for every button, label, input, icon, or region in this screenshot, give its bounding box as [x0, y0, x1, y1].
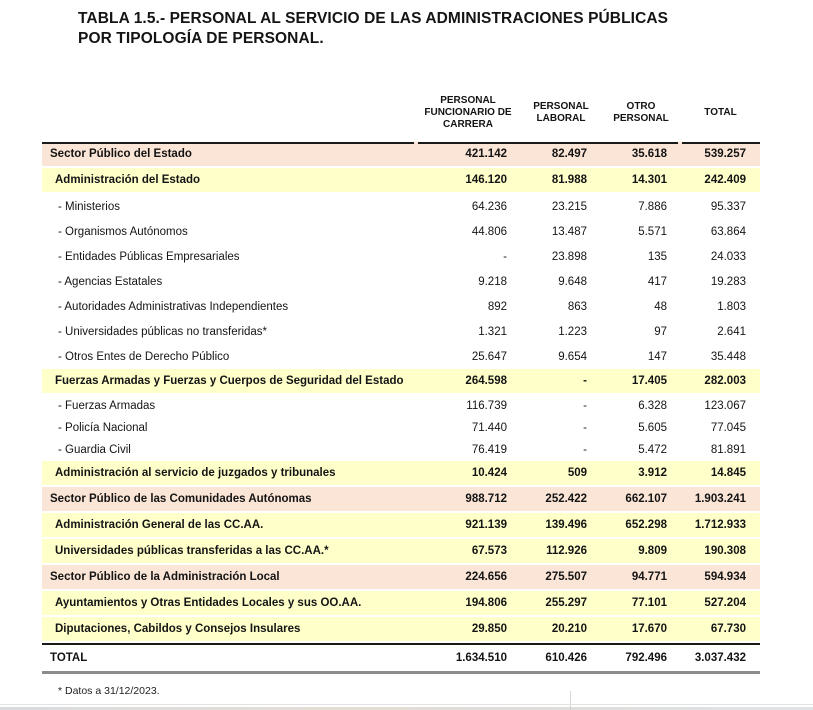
row-value: 652.298 [601, 513, 681, 539]
row-value: 7.886 [638, 200, 667, 213]
table-row [42, 461, 760, 487]
row-value: - [521, 369, 601, 395]
table-row [42, 513, 760, 539]
row-value: 135 [647, 250, 667, 263]
row-value: 242.409 [681, 168, 760, 194]
row-label: - Fuerzas Armadas [58, 400, 156, 412]
table-row [42, 439, 760, 461]
row-value: 48 [654, 300, 667, 313]
row-value: 81.891 [710, 444, 746, 456]
row-value: 147 [647, 350, 667, 363]
row-value: 5.472 [638, 444, 667, 456]
row-value: 5.571 [638, 225, 667, 238]
table-row [42, 539, 760, 565]
row-value: 35.448 [710, 350, 746, 363]
row-value: 20.210 [521, 617, 601, 643]
row-value: 77.101 [601, 591, 681, 617]
table-row [42, 319, 760, 344]
partial-content-edge-line [0, 704, 813, 705]
row-value: 792.496 [601, 643, 681, 674]
row-value: 17.670 [601, 617, 681, 643]
row-label: TOTAL [42, 643, 415, 674]
row-value: 1.903.241 [681, 487, 760, 513]
row-value: 139.496 [521, 513, 601, 539]
row-value: 19.283 [710, 275, 746, 288]
table-body [42, 142, 760, 674]
row-value: 3.037.432 [681, 643, 760, 674]
row-value: - [583, 444, 587, 456]
row-value: 863 [567, 300, 587, 313]
row-label: - Policía Nacional [58, 422, 148, 434]
row-label: Diputaciones, Cabildos y Consejos Insulares [42, 617, 415, 643]
header-rule-segment [682, 142, 760, 144]
column-header-laboral: PERSONAL LABORAL [533, 101, 589, 124]
row-value: 988.712 [415, 487, 521, 513]
row-value: 921.139 [415, 513, 521, 539]
personnel-table [42, 90, 760, 674]
row-value: 24.033 [710, 250, 746, 263]
table-row [42, 417, 760, 439]
table-row [42, 168, 760, 194]
row-value: 6.328 [638, 400, 667, 412]
row-value: 417 [647, 275, 667, 288]
row-value: 5.605 [638, 422, 667, 434]
table-row [42, 617, 760, 643]
row-label: Ayuntamientos y Otras Entidades Locales y sus OO.AA. [42, 591, 415, 617]
table-row [42, 142, 760, 168]
row-label: Administración General de las CC.AA. [42, 513, 415, 539]
row-label: - Universidades públicas no transferidas* [58, 325, 268, 338]
row-label: - Ministerios [58, 200, 120, 213]
row-value: 662.107 [601, 487, 681, 513]
row-value: 1.634.510 [415, 643, 521, 674]
table-row [42, 487, 760, 513]
row-label: Sector Público de la Administración Local [42, 565, 415, 591]
row-value: 527.204 [681, 591, 760, 617]
row-value: 81.988 [521, 168, 601, 194]
row-value: 112.926 [521, 539, 601, 565]
row-label: - Organismos Autónomos [58, 225, 188, 238]
row-value: 2.641 [717, 325, 746, 338]
row-label: - Agencias Estatales [58, 275, 163, 288]
row-value: 29.850 [415, 617, 521, 643]
row-value: 14.845 [681, 461, 760, 487]
row-value: 23.898 [551, 250, 587, 263]
row-value: 82.497 [521, 142, 601, 168]
row-value: 252.422 [521, 487, 601, 513]
row-value: 64.236 [471, 200, 507, 213]
row-value: - [583, 400, 587, 412]
table-row [42, 643, 760, 674]
row-value: 63.864 [710, 225, 746, 238]
row-value: 190.308 [681, 539, 760, 565]
table-row [42, 395, 760, 417]
row-label: - Entidades Públicas Empresariales [58, 250, 240, 263]
row-value: 509 [521, 461, 601, 487]
row-value: 194.806 [415, 591, 521, 617]
row-label: - Autoridades Administrativas Independientes [58, 300, 289, 313]
column-header-funcionario: PERSONAL FUNCIONARIO DE CARRERA [424, 95, 512, 130]
table-row [42, 294, 760, 319]
row-value: - [583, 422, 587, 434]
row-value: 3.912 [601, 461, 681, 487]
row-value: 610.426 [521, 643, 601, 674]
header-row [42, 90, 760, 142]
row-value: 539.257 [681, 142, 760, 168]
header-rule-segment [418, 142, 678, 144]
row-value: 1.712.933 [681, 513, 760, 539]
row-label: Administración al servicio de juzgados y tribunales [42, 461, 415, 487]
row-value: 123.067 [704, 400, 746, 412]
row-value: 255.297 [521, 591, 601, 617]
row-value: 71.440 [471, 422, 507, 434]
row-value: 275.507 [521, 565, 601, 591]
header-label-spacer [42, 90, 415, 142]
table-title [78, 9, 668, 48]
row-value: 9.218 [478, 275, 507, 288]
row-value: 9.648 [558, 275, 587, 288]
table-row [42, 194, 760, 219]
table-row [42, 591, 760, 617]
header-rule-segment [42, 142, 414, 144]
table-row [42, 344, 760, 369]
row-value: 9.654 [558, 350, 587, 363]
row-value: 25.647 [471, 350, 507, 363]
row-value: 1.321 [478, 325, 507, 338]
table-row [42, 219, 760, 244]
row-value: 97 [654, 325, 667, 338]
table-title-line-2: POR TIPOLOGÍA DE PERSONAL. [78, 29, 324, 47]
row-value: 264.598 [415, 369, 521, 395]
table-row [42, 565, 760, 591]
row-label: Sector Público del Estado [42, 142, 415, 168]
row-label: Administración del Estado [42, 168, 415, 194]
row-value: 146.120 [415, 168, 521, 194]
column-header-total: TOTAL [704, 107, 737, 118]
table-row [42, 269, 760, 294]
row-label: - Guardia Civil [58, 444, 131, 456]
row-value: 44.806 [471, 225, 507, 238]
table-row [42, 369, 760, 395]
row-value: 594.934 [681, 565, 760, 591]
row-label: Universidades públicas transferidas a las CC.AA.* [42, 539, 415, 565]
table-row [42, 244, 760, 269]
row-value: 95.337 [710, 200, 746, 213]
row-value: 35.618 [601, 142, 681, 168]
table-title-line-1: TABLA 1.5.- PERSONAL AL SERVICIO DE LAS ADMINISTRACIONES PÚBLICAS [78, 10, 669, 27]
row-value: 67.573 [415, 539, 521, 565]
row-value: 1.223 [558, 325, 587, 338]
row-value: - [503, 250, 507, 263]
row-label: - Otros Entes de Derecho Público [58, 350, 230, 363]
row-value: 116.739 [466, 400, 507, 412]
row-value: 10.424 [415, 461, 521, 487]
row-value: 77.045 [710, 422, 746, 434]
row-value: 892 [487, 300, 507, 313]
row-value: 23.215 [551, 200, 587, 213]
row-value: 94.771 [601, 565, 681, 591]
row-value: 9.809 [601, 539, 681, 565]
row-value: 282.003 [681, 369, 760, 395]
row-value: 67.730 [681, 617, 760, 643]
row-value: 13.487 [551, 225, 587, 238]
column-header-otro: OTRO PERSONAL [613, 101, 669, 124]
row-label: Fuerzas Armadas y Fuerzas y Cuerpos de Seguridad del Estado [42, 369, 415, 395]
row-value: 17.405 [601, 369, 681, 395]
row-label: Sector Público de las Comunidades Autónomas [42, 487, 415, 513]
row-value: 224.656 [415, 565, 521, 591]
row-value: 14.301 [601, 168, 681, 194]
row-value: 421.142 [415, 142, 521, 168]
row-value: 1.803 [717, 300, 746, 313]
footnote: * Datos a 31/12/2023. [58, 685, 160, 697]
row-value: 76.419 [471, 444, 507, 456]
